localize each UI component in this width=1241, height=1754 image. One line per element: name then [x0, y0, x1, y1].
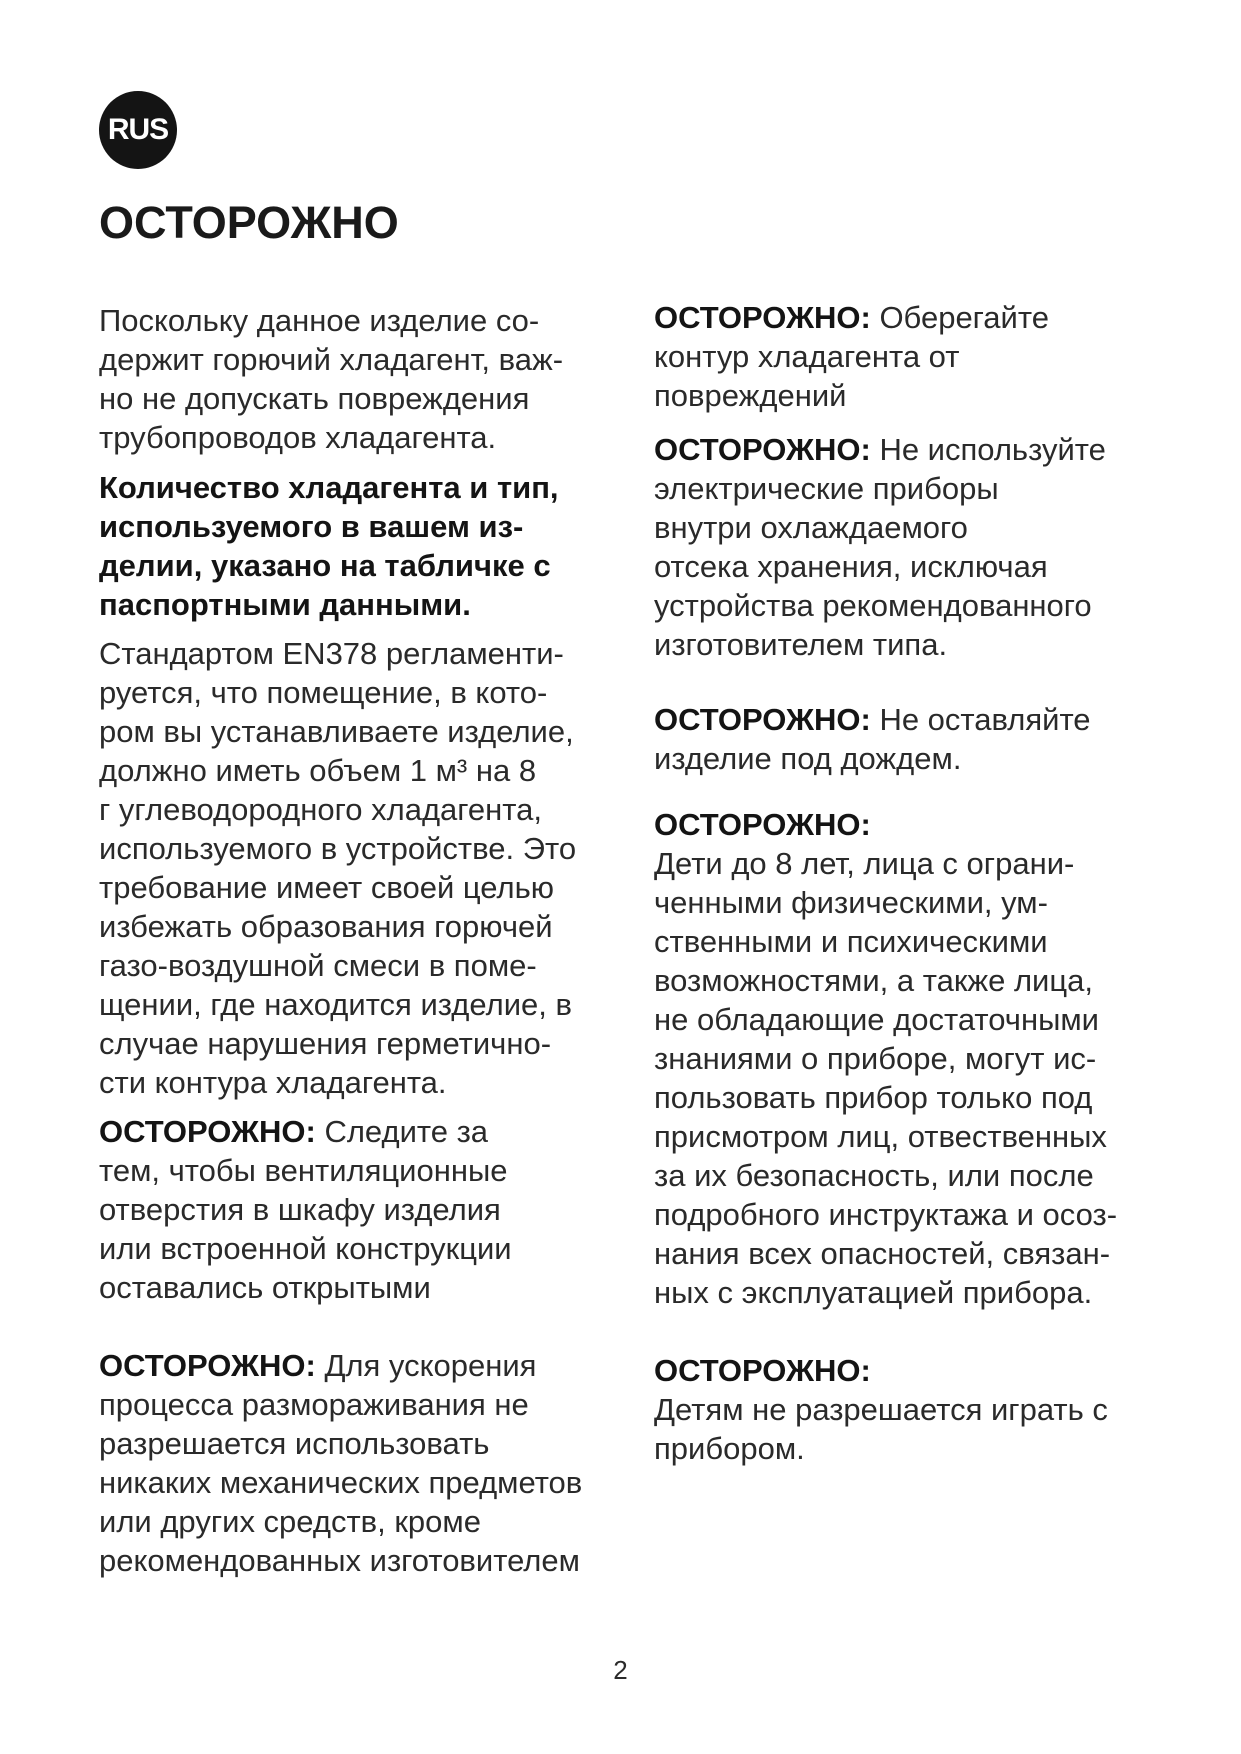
warning-label: ОСТОРОЖНО:	[654, 432, 871, 467]
left-column	[99, 301, 639, 1580]
ventilation-warning: ОСТОРОЖНО: Следите за тем, чтобы вентиляционные отверстия в шкафу изделия или встроенной конструкции оставались открытыми	[99, 1114, 512, 1305]
children-play-warning: ОСТОРОЖНО: Детям не разрешается играть с прибором.	[654, 1353, 1108, 1466]
rain-warning: ОСТОРОЖНО: Не оставляйте изделие под дождем.	[654, 702, 1091, 776]
page-title: ОСТОРОЖНО	[99, 197, 399, 248]
defrost-warning: ОСТОРОЖНО: Для ускорения процесса размораживания не разрешается использовать никаких механических предметов или других средств, кроме рекомендованных изготовителем	[99, 1348, 583, 1578]
children-limited-warning: ОСТОРОЖНО: Дети до 8 лет, лица с ограни- ченными физическими, ум- ственными и психическими возможностями, а также лица, не обладающие достаточными знаниями о приборе, могут ис- пользовать прибор только под присмотром лиц, отвественных за их безопасность, или после подробного инструктажа и осоз- нания всех опасностей, связан- ных с эксплуатацией прибора.	[654, 807, 1118, 1310]
warning-label: ОСТОРОЖНО:	[99, 1348, 316, 1383]
warning-label: ОСТОРОЖНО:	[654, 807, 871, 842]
refrigerant-plate-note: Количество хладагента и тип, используемого в вашем из- делии, указано на табличке с паспортными данными.	[99, 470, 559, 622]
right-column	[654, 298, 1184, 1468]
warning-label: ОСТОРОЖНО:	[654, 702, 871, 737]
intro-paragraph: Поскольку данное изделие со- держит горючий хладагент, важ- но не допускать повреждения трубопроводов хладагента.	[99, 303, 564, 455]
circuit-warning: ОСТОРОЖНО: Оберегайте контур хладагента от повреждений	[654, 300, 1049, 413]
warning-label: ОСТОРОЖНО:	[654, 300, 871, 335]
electrical-devices-warning: ОСТОРОЖНО: Не используйте электрические приборы внутри охлаждаемого отсека хранения, исключая устройства рекомендованного изготовителем типа.	[654, 432, 1106, 662]
warning-label: ОСТОРОЖНО:	[99, 1114, 316, 1149]
page-number: 2	[613, 1655, 628, 1685]
warning-label: ОСТОРОЖНО:	[654, 1353, 871, 1388]
en378-paragraph: Стандартом EN378 регламенти- руется, что помещение, в кото- ром вы устанавливаете изделие, должно иметь объем 1 м³ на 8 г углеводородного хладагента, используемого в устройстве. Это требование имеет своей целью избежать образования горючей газо-воздушной смеси в поме- щении, где находится изделие, в случае нарушения герметично- сти контура хладагента.	[99, 636, 577, 1100]
language-badge: RUS	[99, 91, 177, 169]
